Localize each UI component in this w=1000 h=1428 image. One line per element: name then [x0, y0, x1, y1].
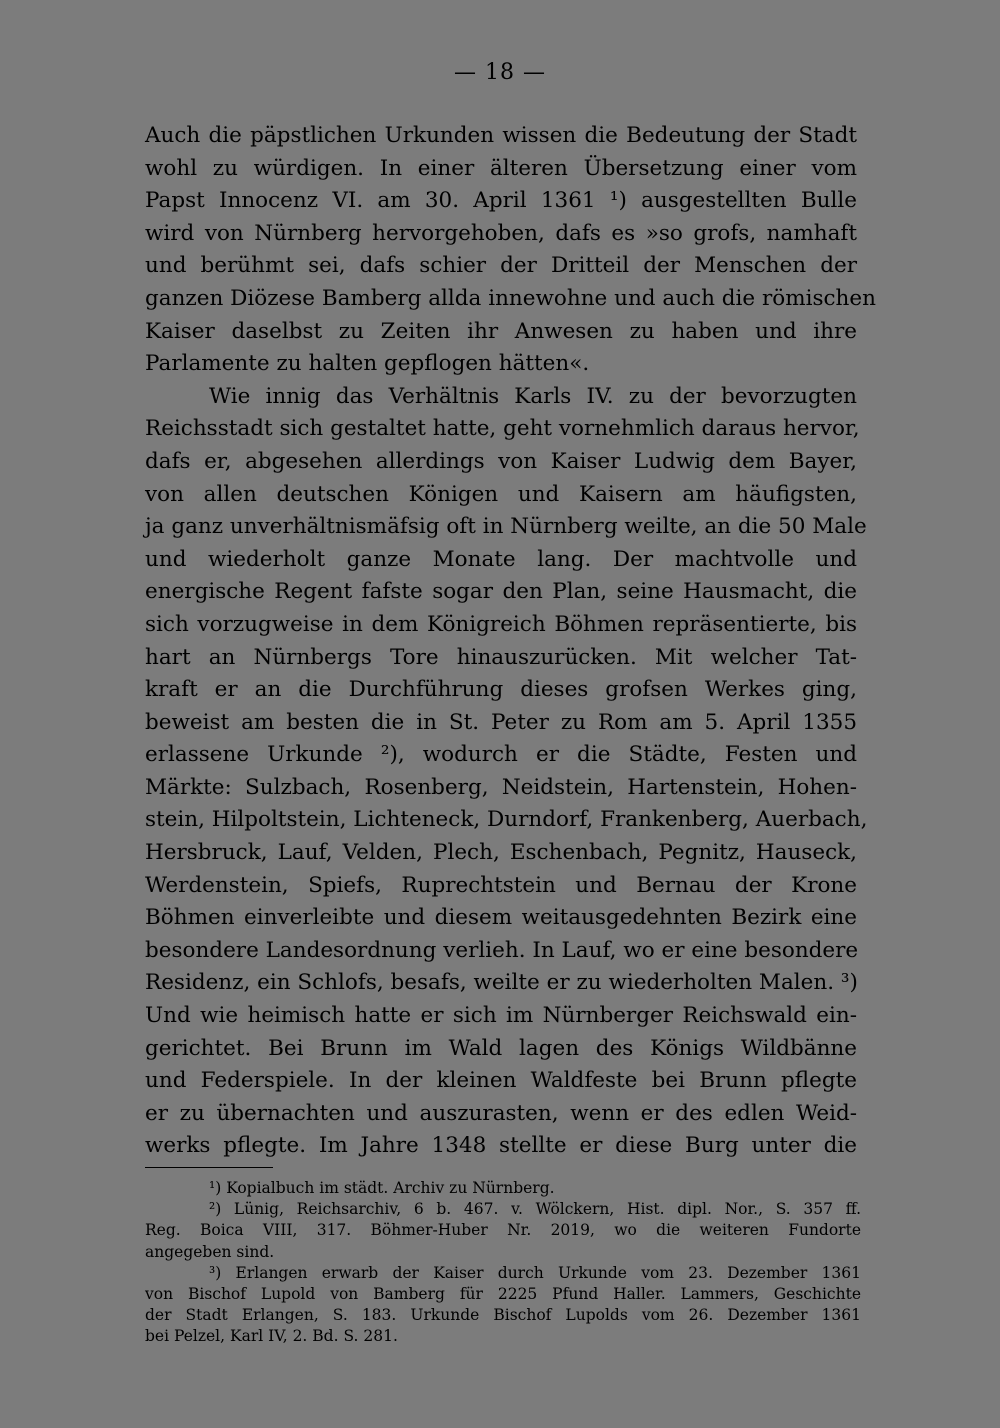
main-text	[145, 120, 876, 1163]
text-line: werks pflegte. Im Jahre 1348 stellte er diese Burg unter die	[145, 1133, 857, 1159]
text-line: energische Regent fafste sogar den Plan, seine Hausmacht, die	[145, 579, 857, 605]
text-line: Werdenstein, Spiefs, Ruprechtstein und Bernau der Krone	[145, 872, 857, 898]
text-line: er zu übernachten und auszurasten, wenn er des edlen Weid-	[145, 1100, 857, 1126]
footnote-line: bei Pelzel, Karl IV, 2. Bd. S. 281.	[145, 1327, 398, 1346]
text-line: ja ganz unverhältnismäfsig oft in Nürnberg weilte, an die 50 Male	[145, 514, 867, 540]
text-line: Papst Innocenz VI. am 30. April 1361 ¹) ausgestellten Bulle	[145, 188, 857, 214]
footnote-line: der Stadt Erlangen, S. 183. Urkunde Bischof Lupolds vom 26. Dezember 1361	[145, 1306, 861, 1325]
footnote-line: angegeben sind.	[145, 1242, 275, 1261]
footnotes	[145, 1178, 861, 1348]
text-line: Hersbruck, Lauf, Velden, Plech, Eschenbach, Pegnitz, Hauseck,	[145, 840, 857, 866]
page-number: — 18 —	[454, 60, 546, 85]
text-line: erlassene Urkunde ²), wodurch er die Städte, Festen und	[145, 742, 857, 768]
text-line: von allen deutschen Königen und Kaisern am häufigsten,	[145, 481, 857, 507]
text-line: sich vorzugweise in dem Königreich Böhmen repräsentierte, bis	[145, 611, 857, 637]
text-line: und wiederholt ganze Monate lang. Der machtvolle und	[145, 546, 857, 572]
text-line: besondere Landesordnung verlieh. In Lauf, wo er eine besondere	[145, 937, 859, 963]
footnote-line: ¹) Kopialbuch im städt. Archiv zu Nürnberg.	[209, 1179, 555, 1197]
text-line: Wie innig das Verhältnis Karls IV. zu der bevorzugten	[209, 383, 857, 409]
footnote-line: ³) Erlangen erwarb der Kaiser durch Urkunde vom 23. Dezember 1361	[209, 1263, 861, 1282]
text-line: Böhmen einverleibte und diesem weitausgedehnten Bezirk eine	[145, 905, 857, 931]
text-line: beweist am besten die in St. Peter zu Rom am 5. April 1355	[145, 709, 857, 735]
text-line: Märkte: Sulzbach, Rosenberg, Neidstein, Hartenstein, Hohen-	[145, 774, 857, 800]
text-line: Reichsstadt sich gestaltet hatte, geht vornehmlich daraus hervor,	[145, 416, 860, 442]
text-line: Kaiser daselbst zu Zeiten ihr Anwesen zu haben und ihre	[145, 318, 857, 344]
text-line: stein, Hilpoltstein, Lichteneck, Durndorf, Frankenberg, Auerbach,	[145, 807, 868, 833]
text-line: Und wie heimisch hatte er sich im Nürnberger Reichswald ein-	[145, 1003, 857, 1029]
text-line: dafs er, abgesehen allerdings von Kaiser Ludwig dem Bayer,	[145, 448, 857, 474]
text-line: hart an Nürnbergs Tore hinauszurücken. Mit welcher Tat-	[145, 644, 857, 670]
text-line: wird von Nürnberg hervorgehoben, dafs es »so grofs, namhaft	[145, 220, 857, 246]
text-line: Auch die päpstlichen Urkunden wissen die Bedeutung der Stadt	[145, 123, 857, 148]
text-line: wohl zu würdigen. In einer älteren Übersetzung einer vom	[145, 155, 857, 181]
text-line: Parlamente zu halten gepflogen hätten«.	[145, 351, 590, 377]
text-line: und Federspiele. In der kleinen Waldfeste bei Brunn pflegte	[145, 1068, 857, 1094]
footnote-divider	[145, 1167, 273, 1168]
text-line: und berühmt sei, dafs schier der Dritteil der Menschen der	[145, 253, 857, 279]
text-line: ganzen Diözese Bamberg allda innewohne und auch die römischen	[145, 285, 876, 311]
text-line: kraft er an die Durchführung dieses grofsen Werkes ging,	[145, 677, 857, 703]
text-line: gerichtet. Bei Brunn im Wald lagen des Königs Wildbänne	[145, 1035, 857, 1061]
footnote-line: Reg. Boica VIII, 317. Böhmer-Huber Nr. 2019, wo die weiteren Fundorte	[145, 1221, 861, 1240]
footnote-line: ²) Lünig, Reichsarchiv, 6 b. 467. v. Wölckern, Hist. dipl. Nor., S. 357 ff.	[209, 1200, 861, 1219]
text-line: Residenz, ein Schlofs, besafs, weilte er zu wiederholten Malen. ³)	[145, 970, 858, 996]
footnote-line: von Bischof Lupold von Bamberg für 2225 Pfund Haller. Lammers, Geschichte	[145, 1284, 861, 1303]
